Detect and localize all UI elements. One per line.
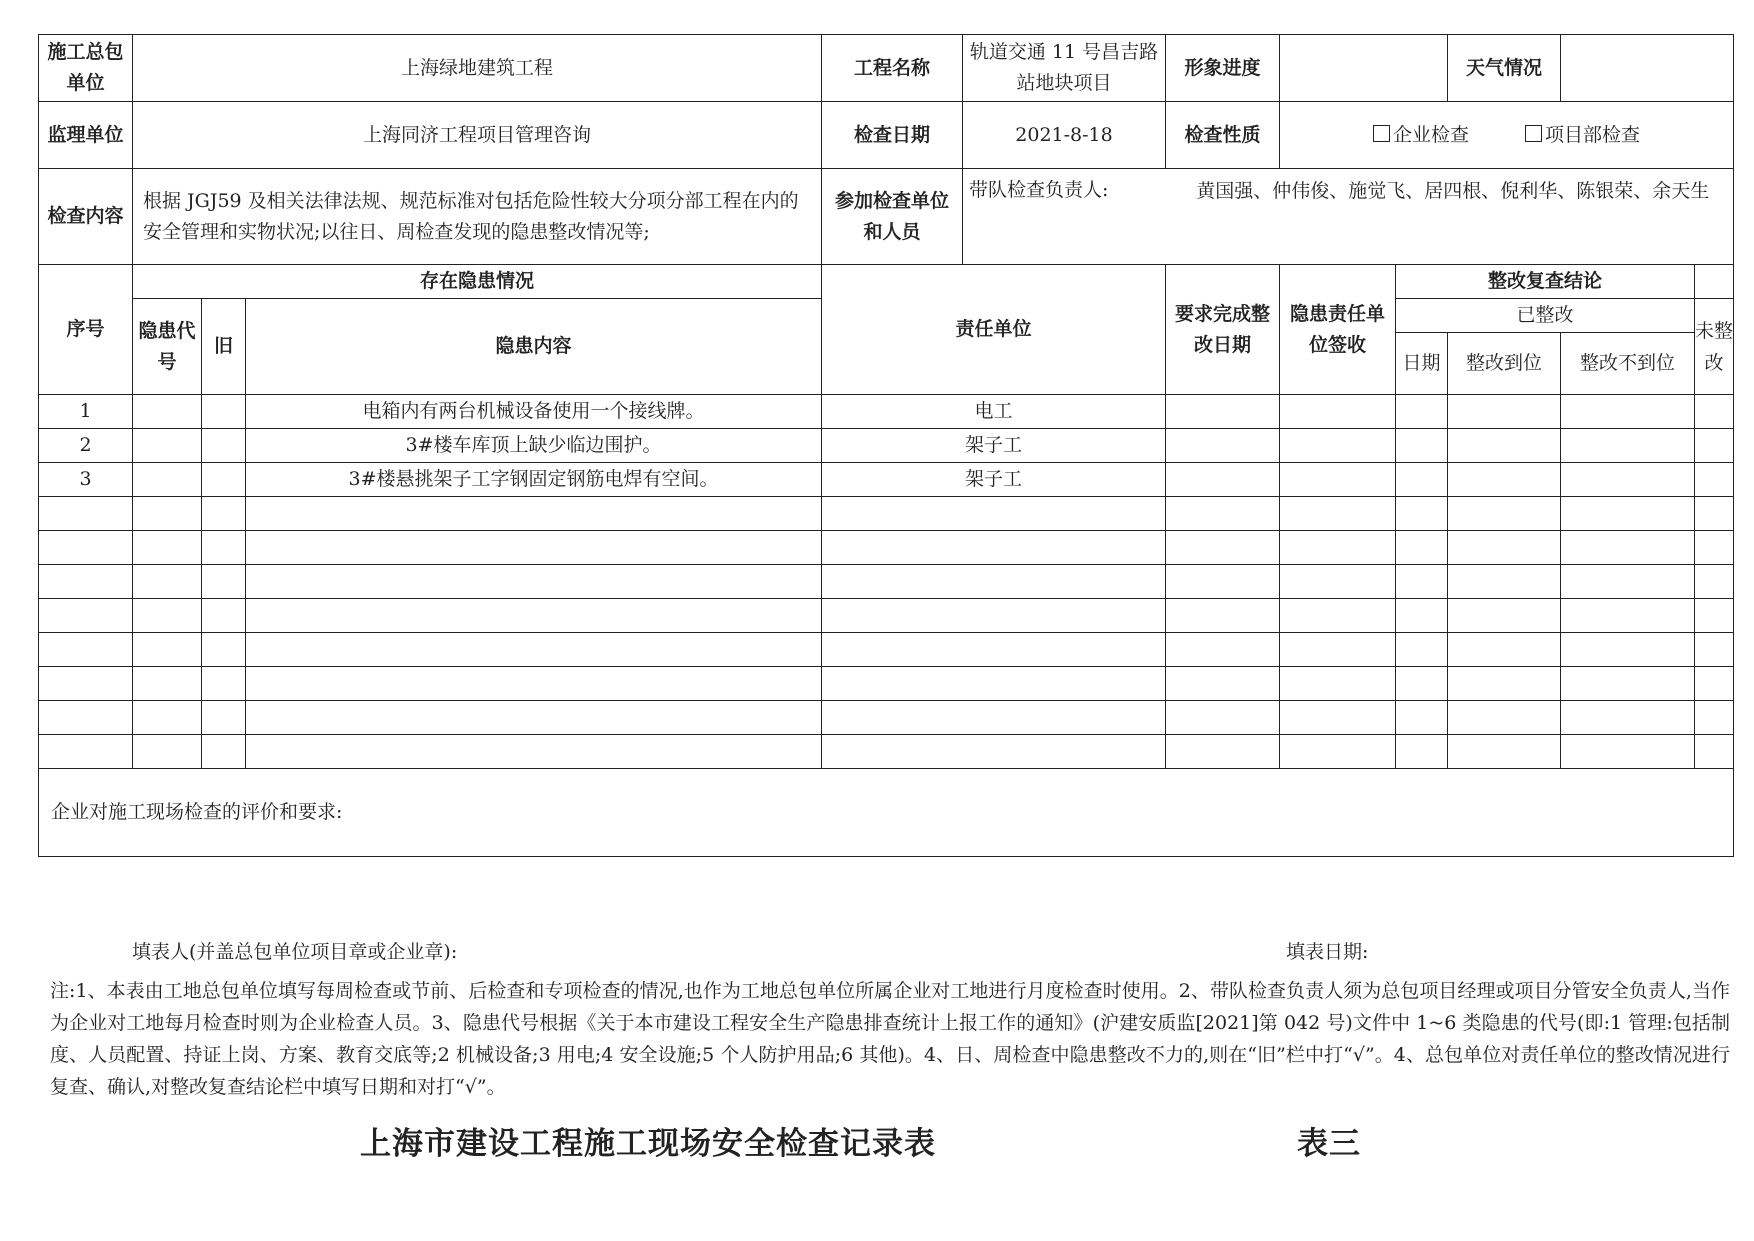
enterprise-check-label: 企业检查 — [1392, 123, 1469, 146]
nature-label: 检查性质 — [1166, 102, 1280, 169]
col-hazards-group: 存在隐患情况 — [133, 265, 822, 299]
project-check-checkbox[interactable] — [1525, 125, 1542, 142]
evaluation-label[interactable]: 企业对施工现场检查的评价和要求: — [39, 769, 1734, 857]
evaluation-row — [39, 769, 1734, 857]
participants-label: 参加检查单位和人员 — [822, 169, 963, 265]
form-title: 上海市建设工程施工现场安全检查记录表 — [360, 1126, 936, 1162]
row-content: 电箱内有两台机械设备使用一个接线牌。 — [246, 395, 822, 429]
empty-row — [39, 497, 1734, 531]
header-row-2 — [39, 102, 1734, 169]
col-responsible: 责任单位 — [822, 265, 1166, 395]
date-value: 2021-8-18 — [963, 102, 1166, 169]
leader-names: 黄国强、仲伟俊、施觉飞、居四根、倪利华、陈银荣、余天生 — [1196, 180, 1710, 202]
table-row — [39, 463, 1734, 497]
fill-date-label: 填表日期: — [1286, 941, 1369, 963]
contractor-label: 施工总包单位 — [39, 35, 133, 102]
empty-row — [39, 633, 1734, 667]
row-responsible: 电工 — [822, 395, 1166, 429]
col-not-ok: 整改不到位 — [1561, 333, 1695, 395]
project-value: 轨道交通 11 号昌吉路站地块项目 — [963, 35, 1166, 102]
row-seq: 3 — [39, 463, 133, 497]
weather-value[interactable] — [1561, 35, 1734, 102]
row-seq: 2 — [39, 429, 133, 463]
progress-label: 形象进度 — [1166, 35, 1280, 102]
col-content: 隐患内容 — [246, 299, 822, 395]
col-date: 日期 — [1396, 333, 1448, 395]
form-number: 表三 — [1297, 1126, 1361, 1162]
empty-row — [39, 667, 1734, 701]
header-row-1 — [39, 35, 1734, 102]
row-responsible: 架子工 — [822, 463, 1166, 497]
form-note: 注:1、本表由工地总包单位填写每周检查或节前、后检查和专项检查的情况,也作为工地总包单位所属企业对工地进行月度检查时使用。2、带队检查负责人须为总包项目经理或项目分管安全负责人,当作为企业对工地每月检查时则为企业检查人员。3、隐患代号根据《关于本市建设工程安全生产隐患排查统计上报工作的通知》(沪建安质监[2021]第 042 号)文件中 1~6 类隐患的代号(即:1 管理:包括制度、人员配置、持证上岗、方案、教育交底等;2 机械设备;3 用电;4 安全设施;5 个人防护用品;6 其他)。4、日、周检查中隐患整改不力的,则在“旧”栏中打“√”。4、总包单位对责任单位的整改情况进行复查、确认,对整改复查结论栏中填写日期和对打“√”。 — [50, 980, 1730, 1098]
weather-label: 天气情况 — [1448, 35, 1561, 102]
col-old: 旧 — [202, 299, 246, 395]
participants-cell — [963, 169, 1734, 265]
project-check-label: 项目部检查 — [1545, 123, 1641, 146]
col-ok: 整改到位 — [1448, 333, 1561, 395]
filler-label: 填表人(并盖总包单位项目章或企业章): — [132, 941, 458, 963]
project-label: 工程名称 — [822, 35, 963, 102]
row-content: 3#楼悬挑架子工字钢固定钢筋电焊有空间。 — [246, 463, 822, 497]
col-review-group: 整改复查结论 — [1396, 265, 1695, 299]
col-not-rectified: 未整改 — [1695, 299, 1734, 395]
nature-options — [1280, 102, 1734, 169]
col-rectified: 已整改 — [1396, 299, 1695, 333]
date-label: 检查日期 — [822, 102, 963, 169]
row-responsible: 架子工 — [822, 429, 1166, 463]
col-code: 隐患代号 — [133, 299, 202, 395]
row-content: 3#楼车库顶上缺少临边围护。 — [246, 429, 822, 463]
leader-label: 带队检查负责人: — [969, 179, 1109, 201]
table-row — [39, 429, 1734, 463]
inspection-record-table — [38, 34, 1734, 857]
col-sign: 隐患责任单位签收 — [1280, 265, 1396, 395]
empty-row — [39, 531, 1734, 565]
empty-row — [39, 599, 1734, 633]
table-row — [39, 395, 1734, 429]
supervisor-value: 上海同济工程项目管理咨询 — [133, 102, 822, 169]
empty-row — [39, 701, 1734, 735]
col-seq: 序号 — [39, 265, 133, 395]
supervisor-label: 监理单位 — [39, 102, 133, 169]
column-header-row-1 — [39, 265, 1734, 299]
contractor-value: 上海绿地建筑工程 — [133, 35, 822, 102]
col-review-empty — [1695, 265, 1734, 299]
header-row-3 — [39, 169, 1734, 265]
col-due: 要求完成整改日期 — [1166, 265, 1280, 395]
empty-row — [39, 565, 1734, 599]
progress-value[interactable] — [1280, 35, 1448, 102]
content-value: 根据 JGJ59 及相关法律法规、规范标准对包括危险性较大分项分部工程在内的安全管理和实物状况;以往日、周检查发现的隐患整改情况等; — [133, 169, 822, 265]
enterprise-check-checkbox[interactable] — [1373, 125, 1390, 142]
row-seq: 1 — [39, 395, 133, 429]
content-label: 检查内容 — [39, 169, 133, 265]
empty-row — [39, 735, 1734, 769]
